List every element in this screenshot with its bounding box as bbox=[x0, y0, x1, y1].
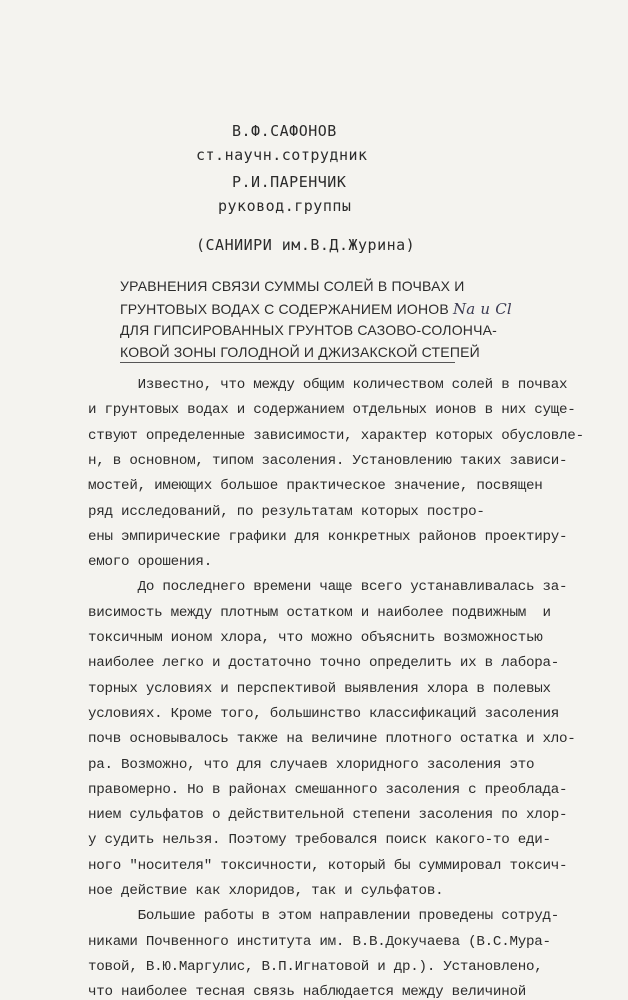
title-line-3: ДЛЯ ГИПСИРОВАННЫХ ГРУНТОВ САЗОВО-СОЛОНЧА- bbox=[120, 322, 498, 338]
body-line: нием сульфатов о действительной степени засоления по хлор- bbox=[88, 807, 568, 824]
body-line: никами Почвенного института им. В.В.Докучаева (В.С.Мура- bbox=[88, 933, 551, 950]
body-line: наиболее легко и достаточно точно определить их в лабора- bbox=[88, 655, 560, 672]
body-line: ного "носителя" токсичности, который бы суммировал токсич- bbox=[88, 857, 568, 874]
body-line: торных условиях и перспективой выявления хлора в полевых bbox=[88, 680, 551, 697]
body-line: ра. Возможно, что для случаев хлоридного засоления это bbox=[88, 756, 535, 773]
body-line: емого орошения. bbox=[88, 554, 212, 571]
title-line-2 bbox=[120, 300, 512, 318]
title-line-1: УРАВНЕНИЯ СВЯЗИ СУММЫ СОЛЕЙ В ПОЧВАХ И bbox=[120, 278, 465, 294]
body-line: ены эмпирические графики для конкретных районов проектиру- bbox=[88, 528, 568, 545]
author-2-name: Р.И.ПАРЕНЧИК bbox=[232, 173, 347, 191]
body-line: правомерно. Но в районах смешанного засоления с преоблада- bbox=[88, 781, 568, 798]
body-line: ряд исследований, по результатам которых постро- bbox=[88, 503, 485, 520]
body-line: До последнего времени чаще всего устанавливалась за- bbox=[88, 579, 568, 596]
body-line: условиях. Кроме того, большинство классификаций засоления bbox=[88, 705, 560, 722]
body-line: почв основывалось также на величине плотного остатка и хло- bbox=[88, 731, 576, 748]
body-line: мостей, имеющих большое практическое значение, посвящен bbox=[88, 478, 543, 495]
author-1-name: В.Ф.САФОНОВ bbox=[232, 122, 337, 140]
title-line-4: КОВОЙ ЗОНЫ ГОЛОДНОЙ И ДЖИЗАКСКОЙ СТЕПЕЙ bbox=[120, 344, 480, 360]
body-line: товой, В.Ю.Маргулис, В.П.Игнатовой и др.). Установлено, bbox=[88, 958, 543, 975]
body-line: ное действие как хлоридов, так и сульфатов. bbox=[88, 883, 444, 899]
body-line: что наиболее тесная связь наблюдается между величиной bbox=[88, 984, 526, 1000]
title-line-2-text: ГРУНТОВЫХ ВОДАХ С СОДЕРЖАНИЕМ ИОНОВ bbox=[120, 301, 453, 317]
body-line: Известно, что между общим количеством солей в почвах bbox=[88, 377, 568, 393]
body-line: ствуют определенные зависимости, характер которых обусловле- bbox=[88, 427, 584, 444]
title-underline bbox=[120, 362, 455, 363]
organization: (САНИИРИ им.В.Д.Журина) bbox=[196, 236, 416, 254]
body-line: и грунтовых водах и содержанием отдельных ионов в них суще- bbox=[88, 402, 576, 419]
body-line: токсичным ионом хлора, что можно объяснить возможностью bbox=[88, 630, 543, 646]
author-2-role: руковод.группы bbox=[218, 197, 352, 215]
body-line: у судить нельзя. Поэтому требовался поиск какого-то еди- bbox=[88, 832, 551, 849]
author-1-role: ст.научн.сотрудник bbox=[196, 146, 368, 164]
handwritten-ions: Na и Cl bbox=[452, 300, 512, 318]
body-line: Большие работы в этом направлении проведены сотруд- bbox=[88, 908, 560, 925]
body-line: н, в основном, типом засоления. Установлению таких зависи- bbox=[88, 452, 568, 469]
body-line: висимость между плотным остатком и наиболее подвижным и bbox=[88, 604, 551, 621]
